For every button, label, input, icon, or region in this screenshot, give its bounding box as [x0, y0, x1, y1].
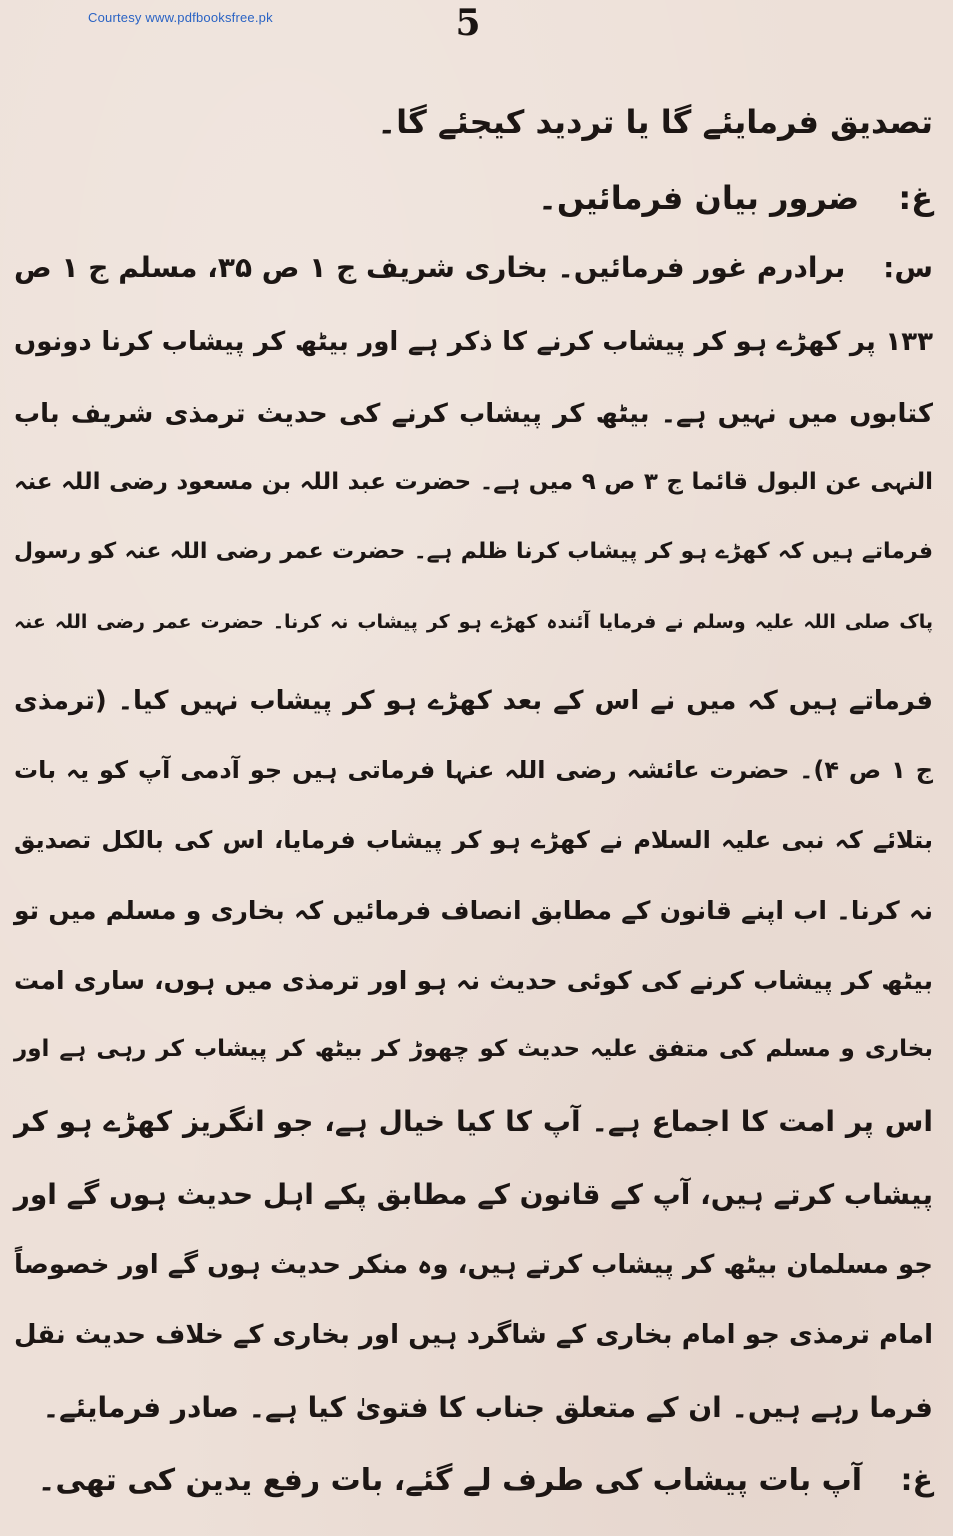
page-number: 5 [455, 2, 481, 44]
text-line [14, 541, 933, 563]
text-line [14, 329, 933, 355]
line-text: کتابوں میں نہیں ہے۔ بیٹھ کر پیشاب کرنے کی حدیث ترمذی شریف باب [14, 399, 933, 429]
text-line [14, 968, 933, 993]
text-line [14, 471, 933, 494]
text-line [14, 401, 933, 427]
text-line [14, 1038, 933, 1061]
text-line-dialogue [14, 251, 933, 284]
courtesy-watermark: Courtesy www.pdfbooksfree.pk [88, 10, 273, 25]
line-text: بیٹھ کر پیشاب کرنے کی کوئی حدیث نہ ہو اور ترمذی میں ہوں، ساری امت [14, 966, 933, 995]
line-text: پاک صلی اللہ علیہ وسلم نے فرمایا آئندہ کھڑے ہو کر پیشاب نہ کرنا۔ حضرت عمر رضی اللہ عنہ [14, 611, 933, 633]
line-text: ۱۳۳ پر کھڑے ہو کر پیشاب کرنے کا ذکر ہے اور بیٹھ کر پیشاب کرنا دونوں [14, 327, 933, 357]
text-line [14, 1105, 933, 1138]
text-line [14, 613, 933, 632]
text-line [14, 1322, 933, 1348]
text-line [14, 758, 933, 782]
text-line [42, 1391, 933, 1424]
line-text: نہ کرنا۔ اب اپنے قانون کے مطابق انصاف فرمائیں کہ بخاری و مسلم میں تو [14, 896, 933, 925]
line-text: فرما رہے ہیں۔ ان کے متعلق جناب کا فتویٰ کیا ہے۔ صادر فرمایئے۔ [42, 1391, 933, 1424]
text-line [14, 828, 933, 852]
text-line [13, 1178, 933, 1211]
line-text: فرماتے ہیں کہ میں نے اس کے بعد کھڑے ہو کر پیشاب نہیں کیا۔ (ترمذی [14, 686, 933, 716]
text-line-dialogue [538, 179, 933, 217]
line-text: جو مسلمان بیٹھ کر پیشاب کرتے ہیں، وہ منکر حدیث ہوں گے اور خصوصاً [14, 1250, 933, 1280]
line-text: تصدیق فرمایئے گا یا تردید کیجئے گا۔ [377, 103, 933, 141]
speaker-marker-gh: غ: [898, 179, 933, 217]
text-line [14, 1252, 933, 1278]
line-text: ج ۱ ص ۴)۔ حضرت عائشہ رضی اللہ عنہا فرماتی ہیں جو آدمی آپ کو یہ بات [14, 756, 933, 784]
line-text: اس پر امت کا اجماع ہے۔ آپ کا کیا خیال ہے، جو انگریز کھڑے ہو کر [14, 1105, 933, 1138]
speaker-marker-s: س: [883, 251, 933, 284]
line-text: پیشاب کرتے ہیں، آپ کے قانون کے مطابق پکے اہل حدیث ہوں گے اور [13, 1178, 933, 1211]
text-line [377, 103, 933, 141]
line-text: آپ بات پیشاب کی طرف لے گئے، بات رفع یدین کی تھی۔ [37, 1463, 863, 1498]
text-line-dialogue [37, 1463, 933, 1498]
speaker-marker-gh: غ: [900, 1463, 933, 1498]
text-line [14, 898, 933, 923]
text-line [14, 688, 933, 714]
line-text: بتلائے کہ نبی علیہ السلام نے کھڑے ہو کر پیشاب فرمایا، اس کی بالکل تصدیق [14, 826, 933, 854]
line-text: ضرور بیان فرمائیں۔ [538, 179, 860, 217]
line-text: بخاری و مسلم کی متفق علیہ حدیث کو چھوڑ کر بیٹھ کر پیشاب کر رہی ہے اور [14, 1036, 933, 1062]
line-text: امام ترمذی جو امام بخاری کے شاگرد ہیں اور بخاری کے خلاف حدیث نقل [14, 1320, 933, 1350]
line-text: برادرم غور فرمائیں۔ بخاری شریف ج ۱ ص ۳۵، مسلم ج ۱ ص [14, 251, 846, 284]
line-text: فرماتے ہیں کہ کھڑے ہو کر پیشاب کرنا ظلم ہے۔ حضرت عمر رضی اللہ عنہ کو رسول [14, 539, 933, 564]
line-text: النہی عن البول قائما ج ۳ ص ۹ میں ہے۔ حضرت عبد اللہ بن مسعود رضی اللہ عنہ [14, 469, 933, 495]
